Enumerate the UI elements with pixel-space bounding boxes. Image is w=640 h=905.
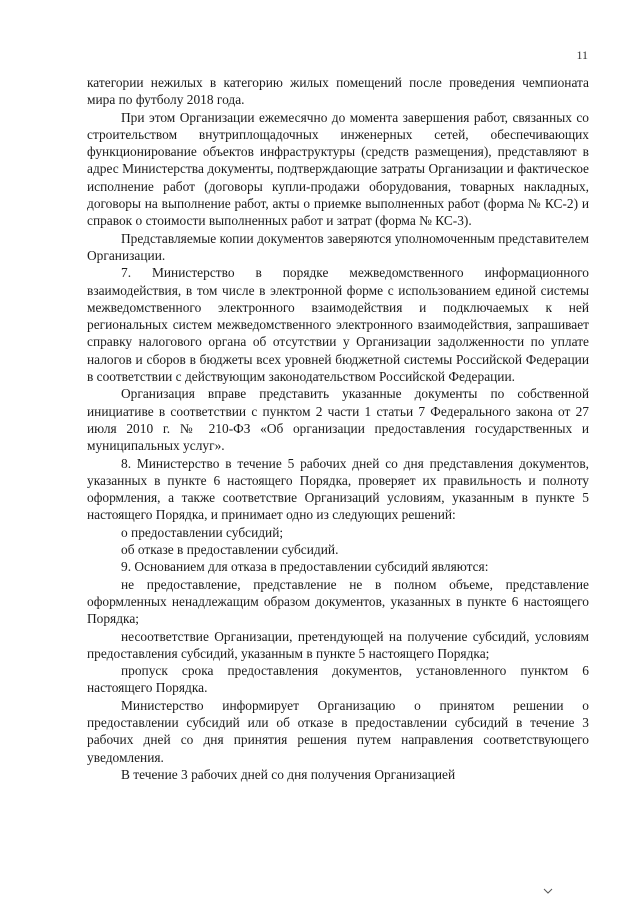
paragraph-own-initiative: Организация вправе представить указанные документы по собственной инициативе в соответствии с пунктом 2 части 1 статьи 7 Федерального закона от 27 июля 2010 г. № 210-ФЗ «Об организации предоставления государственных и муниципальных услуг». bbox=[87, 386, 589, 454]
paragraph-final-partial: В течение 3 рабочих дней со дня получения Организацией bbox=[121, 766, 456, 782]
paragraph-copies-certification: Представляемые копии документов заверяются уполномоченным представителем Организации. bbox=[87, 230, 589, 263]
scan-mark-icon bbox=[543, 888, 553, 894]
list-item-grant: о предоставлении субсидий; bbox=[121, 524, 284, 540]
list-item-nonconformity: несоответствие Организации, претендующей на получение субсидий, условиям предоставления субсидий, указанным в пункте 5 настоящего Порядка; bbox=[87, 628, 589, 661]
paragraph-continuation: категории нежилых в категорию жилых помещений после проведения чемпионата мира по футболу 2018 года. bbox=[87, 75, 589, 108]
page-number: 11 bbox=[576, 48, 588, 62]
list-item-refusal: об отказе в предоставлении субсидий. bbox=[121, 542, 339, 558]
paragraph-reporting-obligation: При этом Организации ежемесячно до момента завершения работ, связанных со строительством внутриплощадочных инженерных сетей, обеспечивающих функционирование объектов инфраструктуры (средств размещения), представляют в адрес Министерства документы, подтверждающие затраты Организации и фактическое исполнение работ (договоры купли-продажи оборудования, товарных накладных, договоры на выполнение работ, акты о приемке выполненных работ (форма № КС-2) и справок о стоимости выполненных работ и затрат (форма № КС-3). bbox=[87, 109, 589, 229]
paragraph-clause-8: 8. Министерство в течение 5 рабочих дней со дня представления документов, указанных в пункте 6 настоящего Порядка, проверяет их правильность и полноту оформления, а также соответствие Организаций условиям, указанным в пункте 5 настоящего Порядка, и принимает одно из следующих решений: bbox=[87, 455, 589, 523]
paragraph-clause-7: 7. Министерство в порядке межведомственного информационного взаимодействия, в том числе в электронной форме с использованием единой системы межведомственного электронного взаимодействия и подключаемых к ней региональных систем межведомственного электронного взаимодействия, запрашивает справку налогового органа об отсутствии у Организации задолженности по уплате налогов и сборов в бюджеты всех уровней бюджетной системы Российской Федерации в соответствии с действующим законодательством Российской Федерации. bbox=[87, 265, 589, 385]
list-item-documents-missing: не предоставление, представление не в полном объеме, представление оформленных ненадлежащим образом документов, указанных в пункте 6 настоящего Порядка; bbox=[87, 576, 589, 627]
paragraph-notification: Министерство информирует Организацию о принятом решении о предоставлении субсидий или об отказе в предоставлении субсидий в течение 3 рабочих дней со дня принятия решения путем направления соответствующего уведомления. bbox=[87, 697, 589, 765]
document-body bbox=[87, 74, 589, 783]
paragraph-clause-9: 9. Основанием для отказа в предоставлении субсидий являются: bbox=[121, 559, 489, 575]
list-item-deadline-missed: пропуск срока предоставления документов, установленного пунктом 6 настоящего Порядка. bbox=[87, 663, 589, 696]
